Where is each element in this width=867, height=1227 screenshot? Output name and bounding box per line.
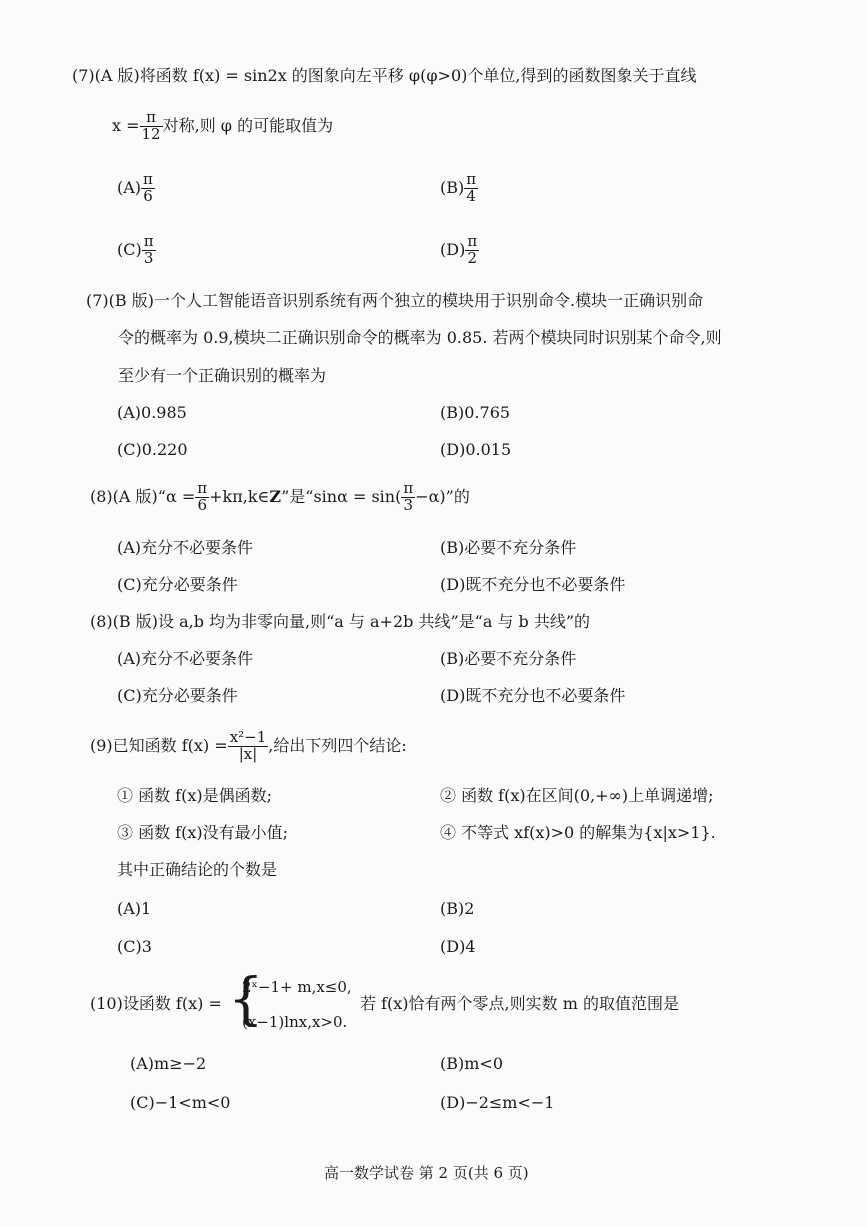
q9-stem-end: ,给出下列四个结论:	[268, 736, 407, 756]
frac-den: 3	[143, 248, 154, 267]
piecewise-brace: {	[228, 967, 264, 1032]
q10-option-d: (D)−2≤m<−1	[440, 1093, 555, 1112]
q9-conclusion-3: ③ 函数 f(x)没有最小值;	[117, 823, 288, 842]
frac-den: 4	[466, 186, 476, 205]
q8b-option-a: (A)充分不必要条件	[117, 649, 254, 668]
q7b-option-c: (C)0.220	[117, 440, 188, 459]
frac-den: 6	[143, 186, 153, 205]
q9-conclusion-4: ④ 不等式 xf(x)>0 的解集为{x|x>1}.	[440, 823, 716, 842]
frac-num: π	[143, 170, 153, 188]
option-label: (B)	[440, 178, 465, 198]
q7a-option-a	[117, 172, 155, 205]
q7b-option-d: (D)0.015	[440, 440, 512, 459]
frac-den: 3	[403, 495, 414, 514]
q9-option-c: (C)3	[117, 937, 152, 956]
q8a-stem	[90, 481, 470, 514]
frac-den: 2	[467, 248, 478, 267]
q8a-stem-mid2: ”是“sinα = sin(	[281, 487, 402, 507]
q7b-stem-line2: 令的概率为 0.9,模块二正确识别命令的概率为 0.85. 若两个模块同时识别某个命令,则	[118, 328, 722, 347]
q8a-fraction-2	[401, 481, 415, 514]
q10-stem-start: (10)设函数 f(x) =	[90, 994, 222, 1013]
q8b-option-b: (B)必要不充分条件	[440, 649, 577, 668]
q7a-x-eq: x =	[112, 116, 140, 136]
frac-num: x²−1	[229, 728, 267, 746]
q7a-stem-line1: (7)(A 版)将函数 f(x) = sin2x 的图象向左平移 φ(φ>0)个单位,得到的函数图象关于直线	[72, 66, 697, 85]
q9-stem-start: (9)已知函数 f(x) =	[90, 736, 228, 756]
frac-num: π	[466, 170, 477, 188]
q8a-fraction-1	[195, 481, 209, 514]
q10-case-2: (x−1)lnx,x>0.	[242, 1013, 348, 1031]
frac-den: 6	[197, 495, 207, 514]
q8a-option-d: (D)既不充分也不必要条件	[440, 575, 626, 594]
frac-num: π	[197, 479, 208, 497]
frac-den: |x|	[238, 744, 258, 763]
q7a-frac-num: π	[140, 110, 163, 127]
frac-num: π	[467, 232, 478, 250]
q8a-option-b: (B)必要不充分条件	[440, 538, 577, 557]
q10-option-b: (B)m<0	[440, 1054, 503, 1073]
q7a-stem-tail: 对称,则 φ 的可能取值为	[162, 116, 334, 136]
q10-option-c: (C)−1<m<0	[130, 1093, 231, 1112]
frac-num: π	[403, 479, 414, 497]
frac-num: π	[143, 232, 154, 250]
q9-stem	[90, 730, 407, 763]
option-label: (A)	[117, 178, 142, 198]
q7a-option-d	[440, 234, 479, 267]
q8a-stem-end: −α)”的	[415, 487, 470, 507]
q9-question: 其中正确结论的个数是	[117, 860, 278, 879]
q7a-option-c	[117, 234, 156, 267]
q9-conclusion-1: ① 函数 f(x)是偶函数;	[117, 786, 272, 805]
q8a-integer-set: Z	[269, 487, 282, 507]
option-label: (C)	[117, 240, 142, 260]
q8b-option-d: (D)既不充分也不必要条件	[440, 686, 626, 705]
q8a-option-a: (A)充分不必要条件	[117, 538, 254, 557]
q8a-stem-start: (8)(A 版)“α =	[90, 487, 196, 507]
q7a-frac-den: 12	[141, 124, 161, 143]
page-footer: 高一数学试卷 第 2 页(共 6 页)	[324, 1164, 529, 1182]
q7b-stem-line3: 至少有一个正确识别的概率为	[118, 366, 327, 385]
q9-option-d: (D)4	[440, 937, 476, 956]
q8b-option-c: (C)充分必要条件	[117, 686, 238, 705]
q7b-option-b: (B)0.765	[440, 403, 511, 422]
q7a-fraction	[140, 110, 163, 143]
q8a-stem-mid: +kπ,k∈	[209, 487, 270, 507]
q7a-stem-line2	[112, 110, 333, 143]
q9-fraction	[228, 730, 269, 763]
q10-option-a: (A)m≥−2	[130, 1054, 207, 1073]
q7b-stem-line1: (7)(B 版)一个人工智能语音识别系统有两个独立的模块用于识别命令.模块一正确识别命	[86, 291, 704, 310]
q9-conclusion-2: ② 函数 f(x)在区间(0,+∞)上单调递增;	[440, 786, 714, 805]
q7b-option-a: (A)0.985	[117, 403, 187, 422]
q8a-option-c: (C)充分必要条件	[117, 575, 238, 594]
q9-option-b: (B)2	[440, 899, 475, 918]
q7a-option-b	[440, 172, 478, 205]
option-label: (D)	[440, 240, 466, 260]
q10-stem-end: 若 f(x)恰有两个零点,则实数 m 的取值范围是	[360, 994, 679, 1013]
q8b-stem: (8)(B 版)设 a,b 均为非零向量,则“a 与 a+2b 共线”是“a 与 b 共线”的	[90, 612, 591, 631]
q9-option-a: (A)1	[117, 899, 152, 918]
q10-case-1: 2ˣ−1+ m,x≤0,	[242, 978, 352, 996]
